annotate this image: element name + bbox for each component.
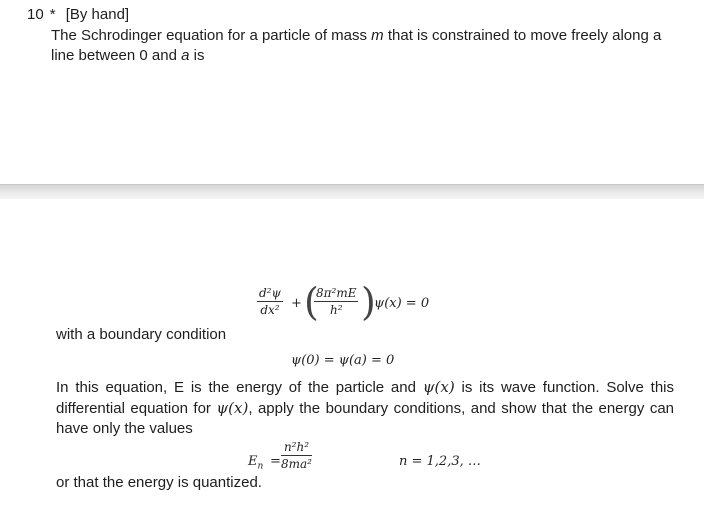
eq1-derivative-fraction (257, 286, 283, 317)
intro-var-m: m (371, 27, 384, 44)
para-text-1: In this equation, E is the energy of the particle and (56, 379, 423, 396)
para-psi-1: ψ(x) (422, 378, 455, 396)
boundary-equation: ψ(0) = ψ(a) = 0 (291, 353, 395, 368)
problem-paragraph (56, 377, 674, 439)
intro-var-a: a (181, 47, 190, 64)
energy-symbol: E (248, 454, 258, 469)
para-text-2: is its wave function. Solve this differential equation for (56, 379, 674, 417)
energy-fraction (281, 440, 312, 471)
intro-text-2: that is constrained to move freely along a line between 0 and (51, 27, 662, 64)
intro-text-3: is (189, 47, 205, 64)
eq1-right-paren: ) (361, 280, 376, 324)
question-tag: [By hand] (65, 6, 130, 23)
energy-subscript: n (257, 461, 264, 472)
para-text-3: , apply the boundary conditions, and show that the energy can have only the values (56, 400, 674, 437)
boundary-label: with a boundary condition (56, 326, 227, 343)
eq1-coef-den: h² (329, 303, 343, 317)
question-number: 10 (27, 6, 44, 23)
energy-den: 8ma² (281, 457, 312, 471)
question-header (27, 6, 135, 23)
eq1-derivative-num: d²ψ (259, 286, 281, 300)
energy-num: n²h² (281, 440, 312, 456)
n-values: n = 1,2,3, … (399, 454, 481, 469)
eq1-left-paren: ( (304, 280, 319, 324)
required-marker: * (49, 6, 56, 23)
eq1-tail: ψ(x) = 0 (374, 296, 430, 311)
energy-lhs (248, 454, 263, 472)
eq1-plus: + (291, 296, 302, 311)
question-intro (51, 26, 681, 66)
energy-equals: = (270, 454, 281, 469)
eq1-derivative-den: dx² (260, 303, 280, 317)
section-divider (0, 184, 704, 199)
eq1-coef-fraction (314, 286, 358, 317)
eq1-coef-num: 8π²mE (316, 286, 357, 300)
closing-text: or that the energy is quantized. (56, 474, 262, 491)
intro-text-1: The Schrodinger equation for a particle of mass (51, 27, 372, 44)
para-psi-2: ψ(x) (216, 399, 249, 417)
